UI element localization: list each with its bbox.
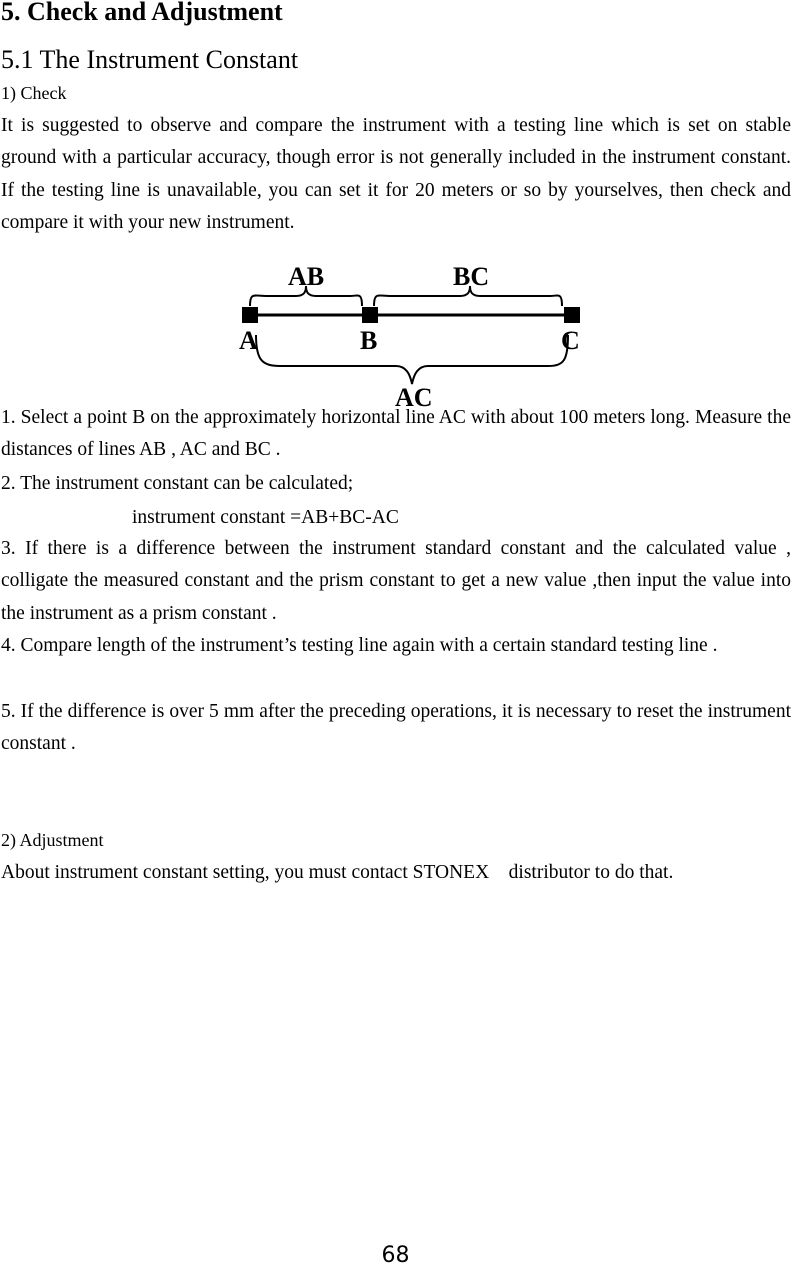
step-2-text: 2. The instrument constant can be calculated; [1,473,354,494]
label-ac: AC [395,383,433,410]
label-b: B [360,326,378,355]
label-a: A [239,326,258,355]
subsection-title: 5.1 The Instrument Constant [1,45,299,74]
step-3-paragraph: 3. If there is a difference between the instrument standard constant and the calculated value , colligate the measured constant and the prism constant to get a new value ,then input the value into the instrument as a prism constant . [1,538,791,624]
page-number: 68 [381,1243,410,1268]
step-4-paragraph: 4. Compare length of the instrument’s testing line again with a certain standard testing line . [1,635,718,656]
label-c: C [561,326,580,355]
point-b-marker [362,307,378,323]
label-bc: BC [453,262,490,291]
baseline-diagram [0,250,791,410]
instrument-constant-formula: instrument constant =AB+BC-AC [132,507,399,528]
step-1-paragraph: 1. Select a point B on the approximately horizontal line AC with about 100 meters long. Measure the distances of lines AB , AC and BC . [1,407,791,461]
adjustment-text: About instrument constant setting, you must contact STONEX distributor to do that. [1,862,674,883]
section-title: 5. Check and Adjustment [1,0,283,26]
point-c-marker [564,307,580,323]
adjustment-heading: 2) Adjustment [1,830,104,850]
label-ab: AB [288,262,325,291]
check-intro-paragraph: It is suggested to observe and compare the instrument with a testing line which is set on stable ground with a particular accuracy, though error is not generally included in the instrument constant. If the testing line is unavailable, you can set it for 20 meters or so by yourselves, then check and compare it with your new instrument. [1,115,791,234]
check-heading: 1) Check [1,83,67,103]
point-a-marker [242,307,258,323]
step-5-paragraph: 5. If the difference is over 5 mm after the preceding operations, it is necessary to reset the instrument constant . [1,701,791,755]
brace-ac [256,335,568,384]
